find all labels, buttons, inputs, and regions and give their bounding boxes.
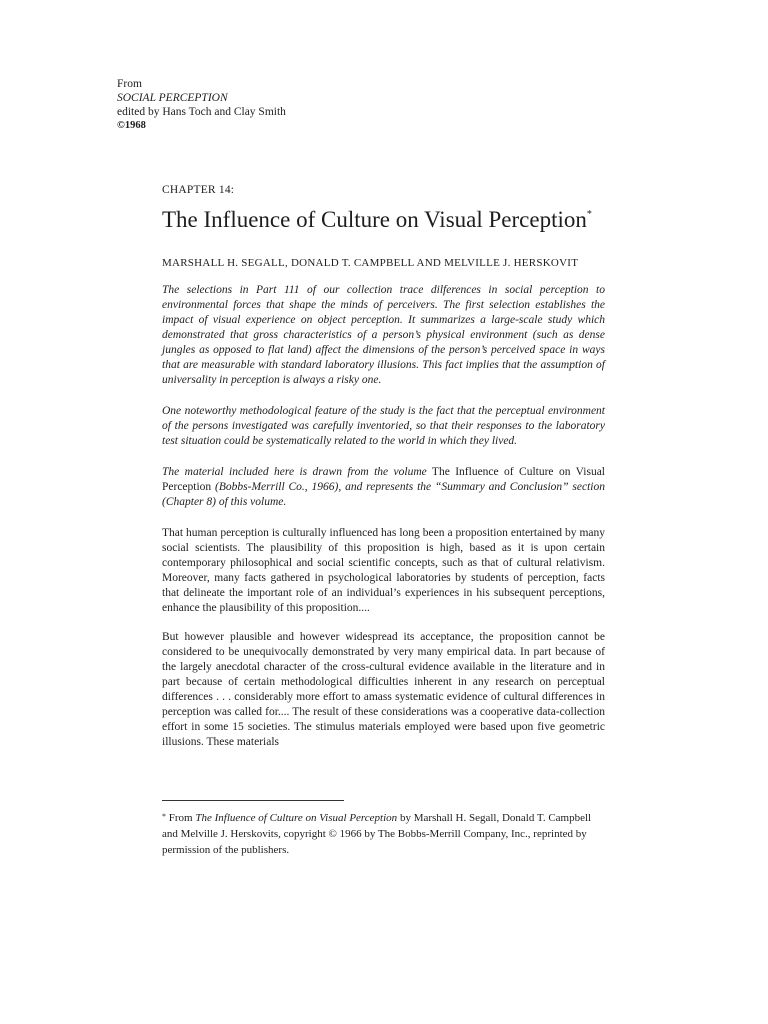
chapter-title — [162, 207, 592, 233]
intro-volume-title: The Influence of Culture on Visual Perception — [162, 466, 605, 493]
intro-paragraph-3-tail: (Bobbs-Merrill Co., 1966), and represents the “Summary and Conclusion” section (Chapter 8) of this volume. — [162, 481, 605, 508]
source-citation — [117, 77, 286, 133]
source-copyright: ©1968 — [117, 120, 146, 131]
chapter-title-footnote-marker: * — [586, 209, 592, 220]
intro-paragraph-1: The selections in Part 111 of our collection trace dilferences in social perception to environmental forces that shape the minds of perceivers. The first selection establishes the impact of visual experience on object perception. It summarizes a large-scale study which demonstrated that gross characteristics of a person’s physical environment (such as dense jungles as opposed to flat land) affect the dimensions of the person’s perceived space in ways that are measurable with standard laboratory illusions. This fact implies that the assumption of universality in perception is always a risky one. — [162, 284, 605, 386]
footnote-text-lead: From — [166, 812, 196, 824]
source-book-title: SOCIAL PERCEPTION — [117, 92, 228, 104]
body-paragraph-2: But however plausible and however widespread its acceptance, the proposition cannot be considered to be unequivocally demonstrated by very many empirical data. In part because of the largely anecdotal character of the cross-cultural evidence available in the literature and in part because of certain methodological difficulties inherent in any research on perceptual differences . . . considerably more effort to amass systematic evidence of cultural differences in perception was called for.... The result of these considerations was a cooperative data-collection effort in some 15 societies. The stimulus materials employed were based upon five geometric illusions. These materials — [162, 631, 605, 748]
footnote — [162, 810, 605, 858]
source-editors: edited by Hans Toch and Clay Smith — [117, 106, 286, 118]
intro-paragraph-3 — [162, 465, 605, 510]
footnote-marker: * — [162, 812, 166, 821]
footnote-book-title: The Influence of Culture on Visual Perception — [195, 812, 398, 824]
footnote-divider — [162, 800, 344, 801]
chapter-label: CHAPTER 14: — [162, 184, 235, 196]
article-body — [162, 283, 605, 764]
body-paragraph-1: That human perception is culturally influenced has long been a proposition entertained by many social scientists. The plausibility of this proposition is high, based as it is upon certain contemporary philosophical and social scientific concepts, such as that of cultural relativism. Moreover, many facts gathered in psychological laboratories by students of perception, facts that delineate the important role of an individual’s experiences in his subsequent perceptions, enhance the plausibility of this proposition.... — [162, 527, 605, 614]
chapter-authors: MARSHALL H. SEGALL, DONALD T. CAMPBELL AND MELVILLE J. HERSKOVIT — [162, 257, 579, 269]
source-from: From — [117, 78, 142, 90]
intro-paragraph-2: One noteworthy methodological feature of the study is the fact that the perceptual environment of the persons investigated was carefully inventoried, so that their responses to the laboratory test situation could be systematically related to the world in which they lived. — [162, 405, 605, 447]
intro-paragraph-3-lead: The material included here is drawn from the volume — [162, 466, 427, 478]
footnote-text-tail: by Marshall H. Segall, Donald T. Campbell and Melville J. Herskovits, copyright © 1966 by The Bobbs-Merrill Company, Inc., reprinted by permission of the publishers. — [162, 812, 592, 856]
chapter-title-text: The Influence of Culture on Visual Perception — [162, 207, 587, 232]
